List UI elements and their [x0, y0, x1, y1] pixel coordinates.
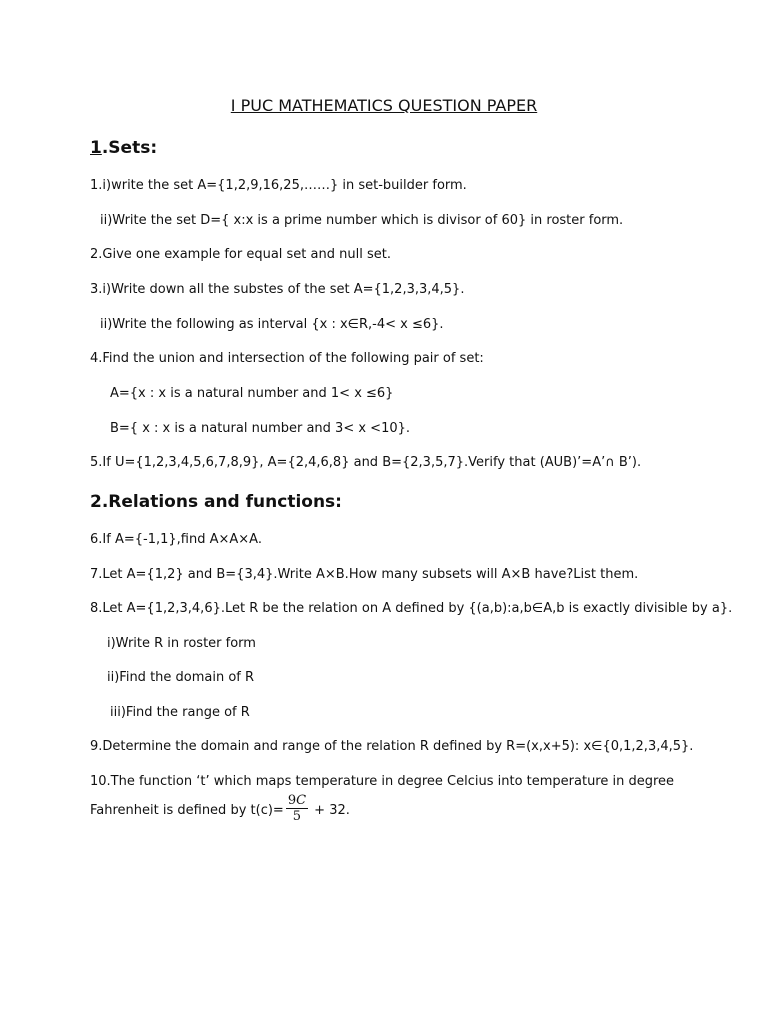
question-8-ii: ii)Find the domain of R [107, 670, 255, 685]
question-3-ii: ii)Write the following as interval {x : x∈R,-4< x ≤6}. [100, 317, 444, 332]
question-2: 2.Give one example for equal set and null set. [90, 247, 391, 262]
question-1-i: 1.i)write the set A={1,2,9,16,25,……} in set-builder form. [90, 178, 467, 193]
question-6: 6.If A={-1,1},find A×A×A. [90, 532, 262, 547]
question-7: 7.Let A={1,2} and B={3,4}.Write A×B.How many subsets will A×B have?List them. [90, 567, 639, 582]
question-5: 5.If U={1,2,3,4,5,6,7,8,9}, A={2,4,6,8} and B={2,3,5,7}.Verify that (AUB)’=A’∩ B’). [90, 455, 642, 470]
section-heading-relations: 2.Relations and functions: [90, 492, 342, 512]
fraction-numerator [286, 793, 308, 809]
section-heading-sets [90, 138, 157, 158]
section-number: 1 [90, 138, 102, 158]
question-8-i: i)Write R in roster form [107, 636, 256, 651]
question-4: 4.Find the union and intersection of the following pair of set: [90, 351, 484, 366]
question-9: 9.Determine the domain and range of the relation R defined by R=(x,x+5): x∈{0,1,2,3,4,5}. [90, 739, 694, 754]
question-10-line2 [90, 795, 350, 826]
question-4-set-b: B={ x : x is a natural number and 3< x <10}. [110, 421, 411, 436]
question-10-suffix: + 32. [310, 803, 350, 818]
numerator-number: 9 [287, 793, 297, 808]
question-8: 8.Let A={1,2,3,4,6}.Let R be the relation on A defined by {(a,b):a,b∈A,b is exactly divisible by a}. [90, 601, 733, 616]
question-3-i: 3.i)Write down all the substes of the set A={1,2,3,3,4,5}. [90, 282, 465, 297]
question-10-line1: 10.The function ‘t’ which maps temperature in degree Celcius into temperature in degree [90, 774, 675, 789]
section-label: .Sets: [101, 138, 158, 158]
question-1-ii: ii)Write the set D={ x:x is a prime number which is divisor of 60} in roster form. [100, 213, 624, 228]
question-4-set-a: A={x : x is a natural number and 1< x ≤6} [110, 386, 394, 401]
question-8-iii: iii)Find the range of R [110, 705, 250, 720]
fraction-9c-over-5 [286, 793, 308, 824]
fraction-denominator: 5 [292, 809, 302, 824]
paper-title: I PUC MATHEMATICS QUESTION PAPER [230, 96, 538, 115]
question-10-prefix: Fahrenheit is defined by t(c)= [90, 803, 284, 818]
numerator-variable: C [296, 793, 307, 808]
